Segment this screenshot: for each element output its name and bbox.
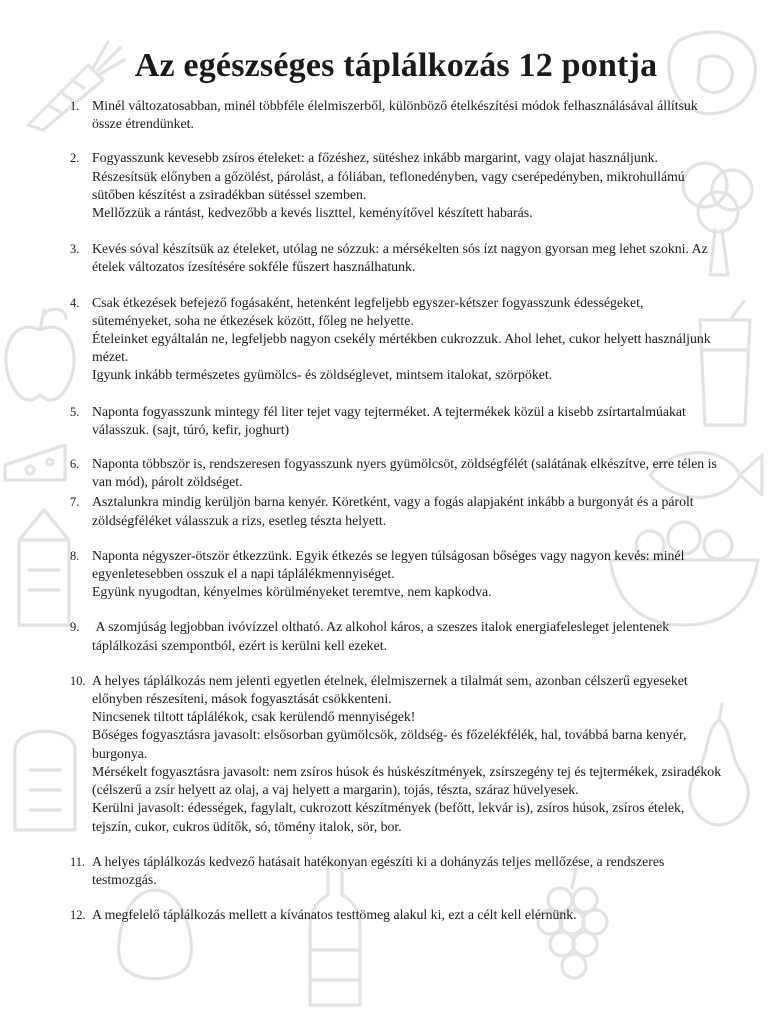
item-number: 6.	[70, 457, 80, 472]
points-list	[70, 97, 722, 924]
item-text: Kerülni javasolt: édességek, fagylalt, cukrozott készítmények (befőtt, lekvár is), zsíros húsok, zsíros ételek, tejszín, cukor, cukros üdítők, só, tömény italok, sör, bor.	[92, 800, 685, 834]
item-text: Minél változatosabban, minél többféle élelmiszerből, különböző ételkészítési módok felhasználásával állítsuk össze étrendünket.	[92, 98, 698, 132]
item-number: 5.	[70, 404, 80, 419]
list-item	[70, 547, 722, 602]
item-text: Naponta négyszer-ötször étkezzünk. Egyik étkezés se legyen túlságosan bőséges vagy nagyon kevés: minél egyenletesebben osszuk el a napi táplálékmennyiséget.	[92, 547, 685, 582]
item-text: Igyunk inkább természetes gyümölcs- és zöldséglevet, mintsem italokat, szörpöket.	[92, 367, 553, 383]
list-item	[70, 493, 722, 529]
item-text: Bőséges fogyasztásra javasolt: elsősorban gyümölcsök, zöldség- és főzelékfélék, hal, továbbá barna kenyér, burgonya.	[92, 727, 687, 761]
item-text: A helyes táplálkozás kedvező hatásait hatékonyan egészíti ki a dohányzás teljes mellőzése, a rendszeres testmozgás.	[92, 853, 665, 887]
item-text: Részesítsük előnyben a gőzölést, párolást, a fóliában, teflonedényben, vagy cserépedényben, mikrohullámú sütőben készítést a zsiradékban sütéssel szemben.	[92, 168, 685, 202]
item-text: Fogyasszunk kevesebb zsíros ételeket: a főzéshez, sütéshez inkább margarint, vagy olajat használjunk.	[92, 150, 659, 166]
item-text: Nincsenek tiltott táplálékok, csak kerülendő mennyiségek!	[92, 709, 416, 725]
item-text: Asztalunkra mindig kerüljön barna kenyér. Köretként, vagy a fogás alapjaként inkább a burgonyát és a párolt zöldségféléket válasszuk a rizs, esetleg tészta helyett.	[92, 494, 694, 528]
item-number: 2.	[70, 151, 80, 166]
list-item	[70, 906, 722, 924]
item-text: Ételeinket egyáltalán ne, legfeljebb nagyon csekély mértékben cukrozzuk. Ahol lehet, cukor helyett használjunk mézet.	[92, 331, 711, 365]
item-number: 9.	[70, 620, 80, 635]
list-item	[70, 853, 722, 889]
item-number: 10.	[70, 673, 86, 688]
item-text: Mellőzzük a rántást, kedvezőbb a kevés liszttel, keményítővel készített habarás.	[92, 205, 533, 221]
item-text: Naponta többször is, rendszeresen fogyasszunk nyers gyümölcsöt, zöldségfélét (salátának elkészítve, erre télen is van mód), párolt zöldséget.	[92, 456, 717, 490]
item-number: 11.	[70, 854, 86, 869]
list-item	[70, 672, 722, 836]
list-item	[70, 149, 722, 222]
item-number: 7.	[70, 495, 80, 510]
item-text: Naponta fogyasszunk mintegy fél liter tejet vagy tejterméket. A tejtermékek közül a kisebb zsírtartalmúakat válasszuk. (sajt, túró, kefir, joghurt)	[92, 403, 686, 437]
item-text: Kevés sóval készítsük az ételeket, utólag ne sózzuk: a mérsékelten sós ízt nagyon gyorsan meg lehet szokni. Az ételek változatos ízesítésére sokféle fűszert használhatunk.	[92, 241, 708, 275]
item-number: 4.	[70, 295, 80, 310]
item-number: 3.	[70, 242, 80, 257]
list-item	[70, 618, 722, 654]
item-number: 1.	[70, 99, 80, 113]
item-text: Csak étkezések befejező fogásaként, hetenként legfeljebb egyszer-kétszer fogyasszunk édességeket, süteményeket, soha ne étkezések között, főleg ne helyette.	[92, 294, 644, 328]
item-text: Mérsékelt fogyasztásra javasolt: nem zsíros húsok és húskészítmények, zsírszegény tej és tejtermékek, zsiradékok (célszerű a zsír helyett az olaj, a vaj helyett a margarin), tojás, tészta, száraz hüvelyesek.	[92, 763, 722, 798]
item-text: Együnk nyugodtan, kényelmes körülményeket teremtve, nem kapkodva.	[92, 584, 492, 600]
list-item	[70, 403, 722, 439]
item-number: 8.	[70, 548, 80, 563]
item-text: A szomjúság legjobban ivóvízzel oltható. Az alkohol káros, a szeszes italok energiafelesleget jelentenek táplálkozási szempontból, ezért is kerülni kell ezeket.	[92, 619, 673, 653]
page-title: Az egészséges táplálkozás 12 pontja	[134, 47, 658, 84]
item-number: 12.	[70, 908, 86, 923]
list-item	[70, 97, 722, 133]
item-text: A megfelelő táplálkozás mellett a kívánatos testtömeg alakul ki, ezt a célt kell elérnünk.	[92, 907, 577, 923]
list-item	[70, 455, 722, 491]
list-item	[70, 294, 722, 385]
item-text: A helyes táplálkozás nem jelenti egyetlen ételnek, élelmiszernek a tilalmát sem, azonban célszerű egyeseket előnyben részesíteni, mások fogyasztását csökkenteni.	[92, 672, 688, 707]
list-item	[70, 240, 722, 276]
